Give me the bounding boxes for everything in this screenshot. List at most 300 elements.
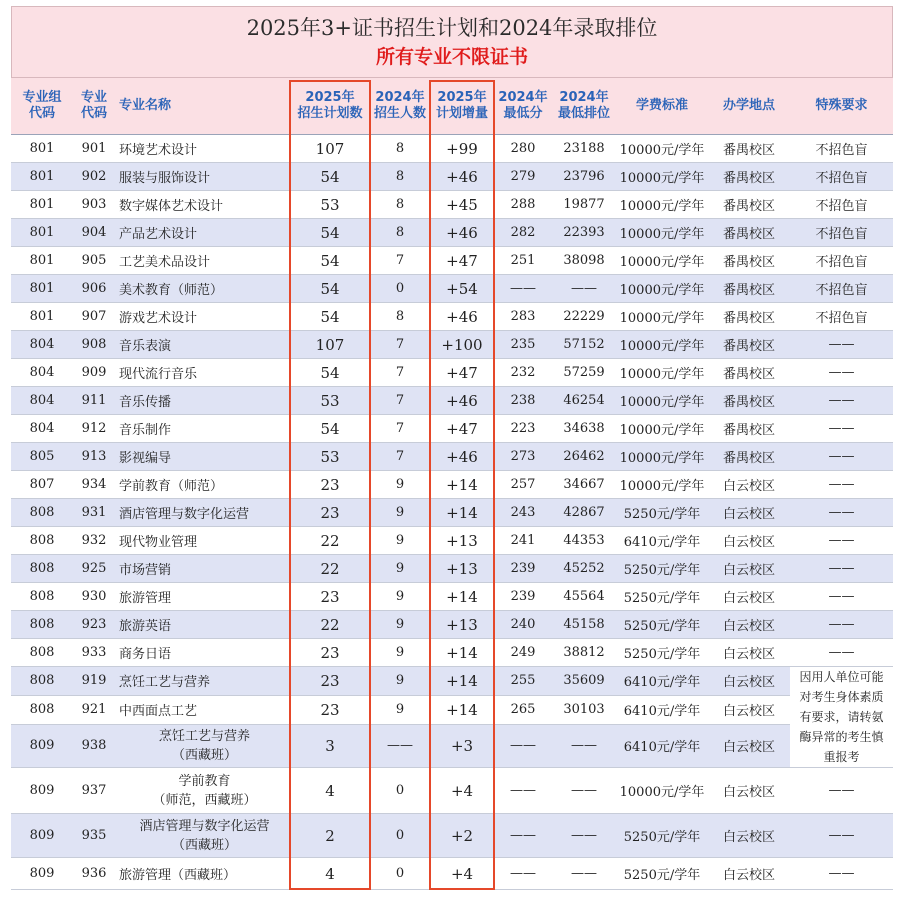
major-code-cell: 937: [73, 768, 115, 814]
campus-cell: 白云校区: [708, 814, 790, 858]
table-row: [11, 555, 893, 583]
min-rank-2024-cell: 57152: [552, 331, 616, 359]
major-code-cell: 911: [73, 387, 115, 415]
campus-cell: 白云校区: [708, 667, 790, 696]
major-name-cell: 旅游管理: [115, 583, 290, 611]
special-requirement-cell: ——: [790, 443, 893, 471]
min-score-2024-cell: 255: [494, 667, 552, 696]
tuition-cell: 6410元/学年: [616, 527, 708, 555]
major-code-cell: 931: [73, 499, 115, 527]
plan-2025-cell: 22: [290, 555, 370, 583]
enrolled-2024-cell: 7: [370, 415, 430, 443]
major-code-cell: 913: [73, 443, 115, 471]
plan-increase-cell: +13: [430, 555, 494, 583]
min-rank-2024-cell: 57259: [552, 359, 616, 387]
tuition-cell: 5250元/学年: [616, 555, 708, 583]
min-rank-2024-cell: 26462: [552, 443, 616, 471]
table-row: [11, 814, 893, 858]
major-name-cell: 旅游英语: [115, 611, 290, 639]
plan-2025-cell: 23: [290, 499, 370, 527]
min-rank-2024-cell: 46254: [552, 387, 616, 415]
enrolled-2024-cell: 8: [370, 191, 430, 219]
table-row: [11, 191, 893, 219]
table-row: [11, 303, 893, 331]
enrolled-2024-cell: 9: [370, 667, 430, 696]
plan-2025-cell: 23: [290, 667, 370, 696]
major-name-line: （西藏班）: [171, 837, 237, 853]
table-row: [11, 359, 893, 387]
enrolled-2024-cell: 7: [370, 247, 430, 275]
plan-increase-cell: +13: [430, 611, 494, 639]
major-name-line: 学前教育: [178, 773, 231, 789]
campus-cell: 番禺校区: [708, 303, 790, 331]
group-code-cell: 808: [11, 555, 73, 583]
special-requirement-cell: ——: [790, 359, 893, 387]
document: [11, 6, 893, 890]
major-code-cell: 903: [73, 191, 115, 219]
header-text: 2025年: [437, 90, 487, 105]
campus-cell: 番禺校区: [708, 275, 790, 303]
note-line: 因用人单位可能: [799, 670, 884, 684]
major-name-cell: 音乐传播: [115, 387, 290, 415]
group-code-cell: 805: [11, 443, 73, 471]
special-requirement-cell: ——: [790, 415, 893, 443]
enrolled-2024-cell: 9: [370, 471, 430, 499]
min-rank-2024-cell: 22393: [552, 219, 616, 247]
group-code-cell: 801: [11, 219, 73, 247]
min-rank-2024-cell: 34667: [552, 471, 616, 499]
min-rank-2024-cell: 42867: [552, 499, 616, 527]
major-name-cell: 市场营销: [115, 555, 290, 583]
major-code-cell: 904: [73, 219, 115, 247]
column-header: [552, 78, 616, 135]
header-text: 专业名称: [119, 98, 172, 113]
campus-cell: 白云校区: [708, 858, 790, 890]
major-code-cell: 934: [73, 471, 115, 499]
major-code-cell: 908: [73, 331, 115, 359]
plan-2025-cell: 54: [290, 303, 370, 331]
enrolled-2024-cell: 9: [370, 527, 430, 555]
plan-increase-cell: +46: [430, 443, 494, 471]
table-row: [11, 471, 893, 499]
column-header: [616, 78, 708, 135]
min-score-2024-cell: 273: [494, 443, 552, 471]
plan-increase-cell: +14: [430, 583, 494, 611]
enrolled-2024-cell: 9: [370, 583, 430, 611]
major-name-cell: 产品艺术设计: [115, 219, 290, 247]
group-code-cell: 801: [11, 135, 73, 163]
column-header: [430, 78, 494, 135]
table-row: [11, 858, 893, 890]
min-score-2024-cell: 238: [494, 387, 552, 415]
plan-increase-cell: +13: [430, 527, 494, 555]
tuition-cell: 5250元/学年: [616, 639, 708, 667]
table-row: [11, 247, 893, 275]
header-text: 专业组: [22, 90, 62, 105]
special-requirement-cell: ——: [790, 555, 893, 583]
group-code-cell: 804: [11, 331, 73, 359]
min-score-2024-cell: 241: [494, 527, 552, 555]
group-code-cell: 808: [11, 583, 73, 611]
plan-increase-cell: +46: [430, 387, 494, 415]
plan-increase-cell: +100: [430, 331, 494, 359]
major-name-cell: 游戏艺术设计: [115, 303, 290, 331]
min-rank-2024-cell: 45252: [552, 555, 616, 583]
plan-2025-cell: 54: [290, 219, 370, 247]
major-name-line: （西藏班）: [171, 747, 237, 763]
major-name-cell: 学前教育（师范）: [115, 471, 290, 499]
major-code-cell: 930: [73, 583, 115, 611]
plan-2025-cell: 2: [290, 814, 370, 858]
tuition-cell: 10000元/学年: [616, 387, 708, 415]
plan-increase-cell: +47: [430, 247, 494, 275]
group-code-cell: 808: [11, 695, 73, 724]
title-banner: [11, 6, 893, 78]
campus-cell: 番禺校区: [708, 415, 790, 443]
table-row: [11, 667, 893, 696]
header-text: 招生计划数: [297, 106, 363, 121]
min-score-2024-cell: 239: [494, 555, 552, 583]
plan-2025-cell: 107: [290, 331, 370, 359]
min-score-2024-cell: ——: [494, 724, 552, 767]
header-text: 2024年: [559, 90, 609, 105]
special-requirement-cell: 不招色盲: [790, 135, 893, 163]
major-code-cell: 938: [73, 724, 115, 767]
header-text: 最低排位: [557, 106, 610, 121]
major-name-line: 烹饪工艺与营养: [158, 728, 250, 744]
campus-cell: 白云校区: [708, 471, 790, 499]
major-name-cell: 数字媒体艺术设计: [115, 191, 290, 219]
min-rank-2024-cell: 44353: [552, 527, 616, 555]
enrolled-2024-cell: 8: [370, 219, 430, 247]
plan-2025-cell: 3: [290, 724, 370, 767]
table-row: [11, 527, 893, 555]
tuition-cell: 6410元/学年: [616, 695, 708, 724]
header-text: 特殊要求: [815, 98, 868, 113]
table-header-row: [11, 78, 893, 135]
plan-increase-cell: +14: [430, 667, 494, 696]
min-score-2024-cell: 243: [494, 499, 552, 527]
note-line: 酶异常的考生慎: [799, 730, 884, 744]
tuition-cell: 10000元/学年: [616, 471, 708, 499]
min-score-2024-cell: ——: [494, 814, 552, 858]
header-text: 计划增量: [435, 106, 488, 121]
special-requirement-cell: ——: [790, 768, 893, 814]
campus-cell: 番禺校区: [708, 135, 790, 163]
min-rank-2024-cell: 22229: [552, 303, 616, 331]
tuition-cell: 10000元/学年: [616, 359, 708, 387]
tuition-cell: 5250元/学年: [616, 499, 708, 527]
major-name-cell: 现代物业管理: [115, 527, 290, 555]
special-requirement-cell: ——: [790, 471, 893, 499]
min-rank-2024-cell: 30103: [552, 695, 616, 724]
table-row: [11, 583, 893, 611]
enrolled-2024-cell: 0: [370, 275, 430, 303]
enrolled-2024-cell: 8: [370, 163, 430, 191]
plan-2025-cell: 53: [290, 387, 370, 415]
note-line: 重报考: [823, 750, 860, 764]
header-text: 招生人数: [373, 106, 426, 121]
group-code-cell: 808: [11, 667, 73, 696]
group-code-cell: 808: [11, 639, 73, 667]
tuition-cell: 10000元/学年: [616, 275, 708, 303]
plan-2025-cell: 54: [290, 359, 370, 387]
special-requirement-cell: ——: [790, 527, 893, 555]
special-requirement-cell: ——: [790, 499, 893, 527]
plan-increase-cell: +4: [430, 858, 494, 890]
major-name-cell: 影视编导: [115, 443, 290, 471]
min-score-2024-cell: 235: [494, 331, 552, 359]
table-row: [11, 387, 893, 415]
plan-2025-cell: 54: [290, 275, 370, 303]
plan-2025-cell: 22: [290, 611, 370, 639]
major-code-cell: 919: [73, 667, 115, 696]
min-score-2024-cell: ——: [494, 858, 552, 890]
min-score-2024-cell: 249: [494, 639, 552, 667]
major-name-cell: [115, 768, 290, 814]
campus-cell: 番禺校区: [708, 443, 790, 471]
special-requirement-cell: ——: [790, 583, 893, 611]
plan-2025-cell: 23: [290, 471, 370, 499]
plan-2025-cell: 23: [290, 583, 370, 611]
plan-2025-cell: 4: [290, 858, 370, 890]
tuition-cell: 10000元/学年: [616, 135, 708, 163]
major-code-cell: 907: [73, 303, 115, 331]
enrolled-2024-cell: 8: [370, 303, 430, 331]
plan-2025-cell: 53: [290, 191, 370, 219]
group-code-cell: 804: [11, 387, 73, 415]
tuition-cell: 10000元/学年: [616, 163, 708, 191]
campus-cell: 白云校区: [708, 695, 790, 724]
column-header: [115, 78, 290, 135]
page-title: 2025年3+证书招生计划和2024年录取排位: [246, 16, 658, 40]
major-code-cell: 936: [73, 858, 115, 890]
min-score-2024-cell: 280: [494, 135, 552, 163]
major-name-cell: 烹饪工艺与营养: [115, 667, 290, 696]
campus-cell: 白云校区: [708, 611, 790, 639]
special-requirement-cell: ——: [790, 611, 893, 639]
campus-cell: 番禺校区: [708, 191, 790, 219]
column-header: [11, 78, 73, 135]
table-row: [11, 499, 893, 527]
group-code-cell: 801: [11, 275, 73, 303]
tuition-cell: 10000元/学年: [616, 768, 708, 814]
tuition-cell: 10000元/学年: [616, 331, 708, 359]
major-code-cell: 925: [73, 555, 115, 583]
campus-cell: 番禺校区: [708, 247, 790, 275]
campus-cell: 番禺校区: [708, 331, 790, 359]
special-requirement-cell: 不招色盲: [790, 247, 893, 275]
campus-cell: 番禺校区: [708, 387, 790, 415]
group-code-cell: 809: [11, 724, 73, 767]
enrolled-2024-cell: 0: [370, 768, 430, 814]
tuition-cell: 6410元/学年: [616, 667, 708, 696]
table-row: [11, 275, 893, 303]
plan-increase-cell: +2: [430, 814, 494, 858]
column-header: [494, 78, 552, 135]
plan-increase-cell: +46: [430, 163, 494, 191]
plan-2025-cell: 54: [290, 415, 370, 443]
table-row: [11, 639, 893, 667]
major-name-cell: 酒店管理与数字化运营: [115, 499, 290, 527]
major-code-cell: 935: [73, 814, 115, 858]
min-score-2024-cell: 288: [494, 191, 552, 219]
min-rank-2024-cell: ——: [552, 768, 616, 814]
column-header: [708, 78, 790, 135]
table-row: [11, 768, 893, 814]
campus-cell: 白云校区: [708, 768, 790, 814]
enrolled-2024-cell: 9: [370, 499, 430, 527]
min-score-2024-cell: 240: [494, 611, 552, 639]
table-row: [11, 135, 893, 163]
tuition-cell: 6410元/学年: [616, 724, 708, 767]
table-row: [11, 611, 893, 639]
major-code-cell: 923: [73, 611, 115, 639]
plan-increase-cell: +3: [430, 724, 494, 767]
plan-increase-cell: +46: [430, 303, 494, 331]
plan-increase-cell: +14: [430, 499, 494, 527]
min-score-2024-cell: ——: [494, 275, 552, 303]
note-line: 有要求，请转氨: [799, 710, 884, 724]
major-name-cell: 工艺美术品设计: [115, 247, 290, 275]
special-requirement-cell: [790, 667, 893, 768]
tuition-cell: 5250元/学年: [616, 583, 708, 611]
header-text: 办学地点: [722, 98, 775, 113]
enrolled-2024-cell: 7: [370, 443, 430, 471]
major-name-cell: 环境艺术设计: [115, 135, 290, 163]
major-name-cell: 现代流行音乐: [115, 359, 290, 387]
min-score-2024-cell: 279: [494, 163, 552, 191]
major-name-cell: 音乐表演: [115, 331, 290, 359]
plan-increase-cell: +45: [430, 191, 494, 219]
enrolled-2024-cell: 7: [370, 387, 430, 415]
major-name-cell: [115, 814, 290, 858]
campus-cell: 白云校区: [708, 639, 790, 667]
table-row: [11, 724, 893, 767]
campus-cell: 白云校区: [708, 724, 790, 767]
page-subtitle: 所有专业不限证书: [375, 46, 528, 68]
table-row: [11, 331, 893, 359]
tuition-cell: 10000元/学年: [616, 303, 708, 331]
min-score-2024-cell: 257: [494, 471, 552, 499]
min-rank-2024-cell: ——: [552, 724, 616, 767]
header-text: 专业: [80, 90, 107, 105]
header-text: 2025年: [305, 90, 355, 105]
special-requirement-cell: ——: [790, 387, 893, 415]
tuition-cell: 10000元/学年: [616, 191, 708, 219]
tuition-cell: 10000元/学年: [616, 219, 708, 247]
plan-2025-cell: 4: [290, 768, 370, 814]
tuition-cell: 5250元/学年: [616, 611, 708, 639]
plan-2025-cell: 23: [290, 639, 370, 667]
table-row: [11, 219, 893, 247]
major-code-cell: 905: [73, 247, 115, 275]
group-code-cell: 801: [11, 247, 73, 275]
table-row: [11, 415, 893, 443]
plan-2025-cell: 53: [290, 443, 370, 471]
group-code-cell: 807: [11, 471, 73, 499]
min-rank-2024-cell: 23188: [552, 135, 616, 163]
plan-increase-cell: +14: [430, 639, 494, 667]
tuition-cell: 5250元/学年: [616, 858, 708, 890]
enrolled-2024-cell: 9: [370, 555, 430, 583]
enrolled-2024-cell: 9: [370, 639, 430, 667]
major-name-cell: [115, 724, 290, 767]
plan-increase-cell: +99: [430, 135, 494, 163]
plan-increase-cell: +14: [430, 471, 494, 499]
major-name-cell: 音乐制作: [115, 415, 290, 443]
table-row: [11, 163, 893, 191]
min-score-2024-cell: 265: [494, 695, 552, 724]
header-text: 2024年: [498, 90, 548, 105]
min-score-2024-cell: 251: [494, 247, 552, 275]
min-score-2024-cell: 239: [494, 583, 552, 611]
min-rank-2024-cell: 45564: [552, 583, 616, 611]
group-code-cell: 808: [11, 527, 73, 555]
min-score-2024-cell: 232: [494, 359, 552, 387]
campus-cell: 番禺校区: [708, 163, 790, 191]
enrolled-2024-cell: 9: [370, 695, 430, 724]
header-text: 学费标准: [635, 98, 688, 113]
campus-cell: 番禺校区: [708, 359, 790, 387]
min-rank-2024-cell: 19877: [552, 191, 616, 219]
special-requirement-cell: 不招色盲: [790, 191, 893, 219]
special-requirement-cell: ——: [790, 814, 893, 858]
special-requirement-cell: ——: [790, 639, 893, 667]
group-code-cell: 804: [11, 359, 73, 387]
column-header: [73, 78, 115, 135]
min-score-2024-cell: 283: [494, 303, 552, 331]
enrolled-2024-cell: 8: [370, 135, 430, 163]
note-line: 对考生身体素质: [799, 690, 884, 704]
enrolled-2024-cell: 0: [370, 858, 430, 890]
plan-2025-cell: 22: [290, 527, 370, 555]
header-text: 代码: [80, 106, 107, 121]
special-requirement-cell: 不招色盲: [790, 275, 893, 303]
campus-cell: 番禺校区: [708, 219, 790, 247]
major-code-cell: 906: [73, 275, 115, 303]
major-name-cell: 商务日语: [115, 639, 290, 667]
min-rank-2024-cell: 35609: [552, 667, 616, 696]
admission-table: [11, 78, 893, 890]
campus-cell: 白云校区: [708, 527, 790, 555]
column-header: [790, 78, 893, 135]
major-code-cell: 933: [73, 639, 115, 667]
major-name-line: （师范，西藏班）: [152, 792, 257, 808]
tuition-cell: 10000元/学年: [616, 443, 708, 471]
min-rank-2024-cell: ——: [552, 858, 616, 890]
group-code-cell: 809: [11, 858, 73, 890]
major-name-cell: 美术教育（师范）: [115, 275, 290, 303]
campus-cell: 白云校区: [708, 583, 790, 611]
min-rank-2024-cell: ——: [552, 814, 616, 858]
min-score-2024-cell: 282: [494, 219, 552, 247]
header-text: 代码: [28, 106, 55, 121]
plan-2025-cell: 54: [290, 163, 370, 191]
major-name-cell: 中西面点工艺: [115, 695, 290, 724]
major-code-cell: 909: [73, 359, 115, 387]
table-row: [11, 695, 893, 724]
special-requirement-cell: 不招色盲: [790, 219, 893, 247]
group-code-cell: 809: [11, 768, 73, 814]
group-code-cell: 808: [11, 611, 73, 639]
special-requirement-cell: 不招色盲: [790, 303, 893, 331]
major-code-cell: 902: [73, 163, 115, 191]
enrolled-2024-cell: 0: [370, 814, 430, 858]
group-code-cell: 801: [11, 163, 73, 191]
group-code-cell: 804: [11, 415, 73, 443]
major-code-cell: 932: [73, 527, 115, 555]
